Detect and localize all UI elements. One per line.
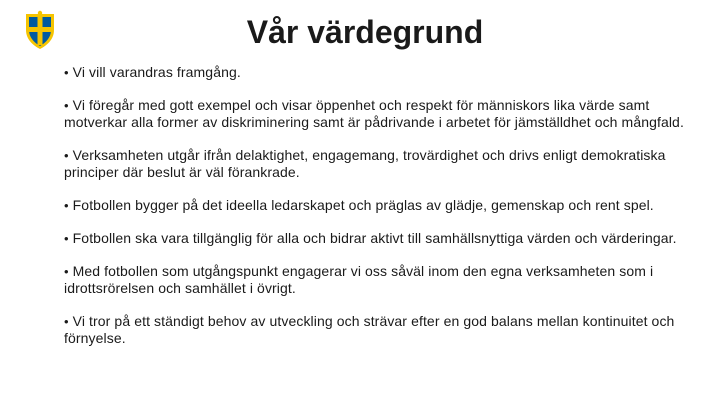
- list-item: [64, 64, 694, 81]
- bullet-marker: •: [64, 264, 69, 279]
- bullet-marker: •: [64, 98, 69, 113]
- list-item: [64, 230, 694, 247]
- bullet-text: Vi föregår med gott exempel och visar öppenhet och respekt för människors lika värde samt motverkar alla former av diskriminering samt är pådrivande i arbetet för jämställdhet och mångfald.: [64, 97, 684, 130]
- bullet-text: Vi vill varandras framgång.: [72, 64, 241, 80]
- page-title: Vår värdegrund: [246, 14, 484, 50]
- bullet-list: [64, 64, 694, 363]
- bullet-text: Verksamheten utgår ifrån delaktighet, engagemang, trovärdighet och drivs enligt demokratiska principer där beslut är väl förankrade.: [64, 147, 666, 180]
- list-item: [64, 97, 694, 131]
- bullet-marker: •: [64, 65, 69, 80]
- list-item: [64, 147, 694, 181]
- bullet-marker: •: [64, 314, 69, 329]
- list-item: [64, 263, 694, 297]
- bullet-marker: •: [64, 148, 69, 163]
- bullet-marker: •: [64, 198, 69, 213]
- list-item: [64, 313, 694, 347]
- list-item: [64, 197, 694, 214]
- bullet-text: Vi tror på ett ständigt behov av utveckling och strävar efter en god balans mellan kontinuitet och förnyelse.: [64, 313, 675, 346]
- bullet-text: Fotbollen ska vara tillgänglig för alla och bidrar aktivt till samhällsnyttiga värden och värderingar.: [72, 230, 677, 246]
- bullet-text: Fotbollen bygger på det ideella ledarskapet och präglas av glädje, gemenskap och rent spel.: [72, 197, 654, 213]
- bullet-marker: •: [64, 231, 69, 246]
- bullet-text: Med fotbollen som utgångspunkt engagerar vi oss såväl inom den egna verksamheten som i idrottsrörelsen och samhället i övrigt.: [64, 263, 654, 296]
